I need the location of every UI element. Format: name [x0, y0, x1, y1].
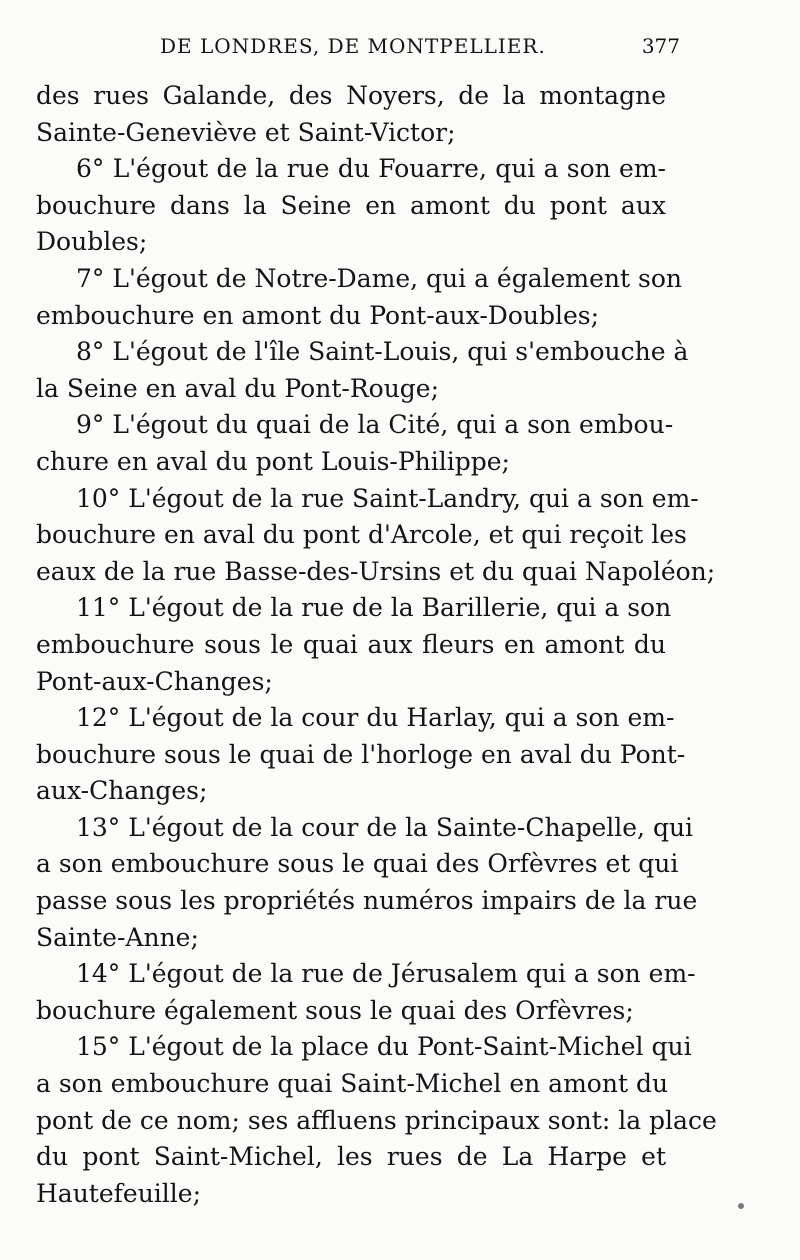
text-line: bouchure sous le quai de l'horloge en aval du Pont-	[36, 739, 686, 769]
text-line: 10° L'égout de la rue Saint-Landry, qui a son em-	[76, 483, 699, 513]
text-line: des rues Galande, des Noyers, de la montagne	[36, 81, 666, 110]
text-line: 7° L'égout de Notre-Dame, qui a également son	[76, 263, 682, 293]
text-line: la Seine en aval du Pont-Rouge;	[36, 373, 440, 403]
text-line: Pont-aux-Changes;	[36, 666, 273, 696]
text-line: 6° L'égout de la rue du Fouarre, qui a son em-	[76, 154, 666, 184]
text-line: Doubles;	[36, 227, 148, 257]
text-line: 15° L'égout de la place du Pont-Saint-Michel qui	[76, 1032, 692, 1062]
text-line: 8° L'égout de l'île Saint-Louis, qui s'embouche à	[76, 337, 689, 367]
text-line: 14° L'égout de la rue de Jérusalem qui a son em-	[76, 959, 696, 989]
paper-speck	[738, 1203, 744, 1209]
body-text	[36, 78, 717, 1212]
text-line: bouchure également sous le quai des Orfèvres;	[36, 995, 634, 1025]
text-line: a son embouchure sous le quai des Orfèvres et qui	[36, 849, 679, 879]
text-line: bouchure en aval du pont d'Arcole, et qui reçoit les	[36, 520, 687, 550]
text-line: eaux de la rue Basse-des-Ursins et du quai Napoléon;	[36, 556, 716, 586]
page-number: 377	[641, 34, 680, 58]
text-line: passe sous les propriétés numéros impairs de la rue	[36, 886, 698, 916]
text-line: 11° L'égout de la rue de la Barillerie, qui a son	[76, 593, 672, 623]
text-line: embouchure en amont du Pont-aux-Doubles;	[36, 300, 600, 330]
text-line: pont de ce nom; ses affluens principaux sont: la place	[36, 1105, 717, 1135]
text-line: aux-Changes;	[36, 776, 208, 806]
text-line: embouchure sous le quai aux fleurs en amont du	[36, 629, 666, 659]
text-line: 12° L'égout de la cour du Harlay, qui a son em-	[76, 703, 675, 733]
text-line: bouchure dans la Seine en amont du pont aux	[36, 190, 666, 220]
text-line: chure en aval du pont Louis-Philippe;	[36, 446, 510, 476]
text-line: 13° L'égout de la cour de la Sainte-Chapelle, qui	[76, 812, 694, 842]
running-head	[160, 34, 680, 64]
text-line: a son embouchure quai Saint-Michel en amont du	[36, 1069, 669, 1099]
text-line: Sainte-Anne;	[36, 922, 199, 952]
text-line: Hautefeuille;	[36, 1178, 202, 1208]
text-line: 9° L'égout du quai de la Cité, qui a son embou-	[76, 410, 674, 440]
running-title: DE LONDRES, DE MONTPELLIER.	[160, 34, 546, 58]
text-line: du pont Saint-Michel, les rues de La Harpe et	[36, 1142, 666, 1172]
text-line: Sainte-Geneviève et Saint-Victor;	[36, 117, 456, 147]
